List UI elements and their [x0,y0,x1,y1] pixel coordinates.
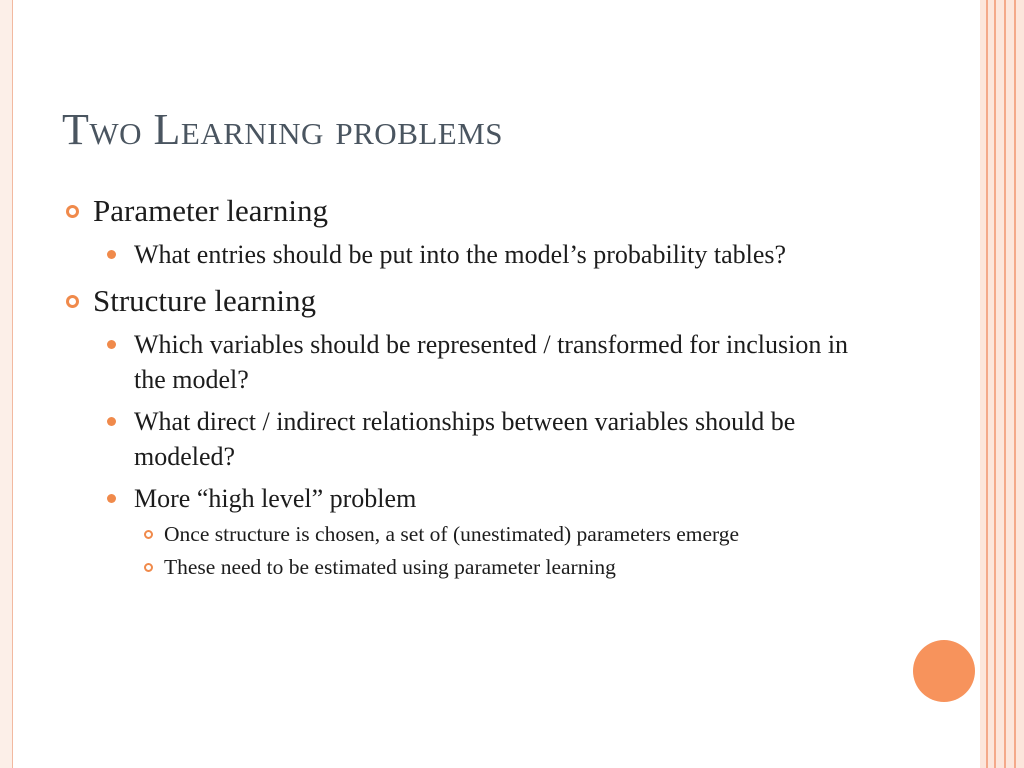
bullet-text: Structure learning [93,283,316,318]
bullet-text: Which variables should be represented / transformed for inclusion in the model? [134,330,849,394]
bullet-text: Parameter learning [93,193,328,228]
bullet-level2-item [64,481,884,516]
slide-body [64,186,884,582]
bullet-level1-item [64,192,884,230]
bullet-text: What direct / indirect relationships between variables should be modeled? [134,407,796,471]
ring-bullet-icon [66,205,79,218]
ring-bullet-icon [144,530,153,539]
bullet-text: These need to be estimated using parameter learning [164,555,616,579]
ring-bullet-icon [66,295,79,308]
bullet-text: More “high level” problem [134,484,417,513]
dot-bullet-icon [107,250,116,259]
dot-bullet-icon [107,494,116,503]
bullet-level3-item [64,552,884,582]
dot-bullet-icon [107,340,116,349]
slide-title: Two Learning problems [62,105,504,154]
ring-bullet-icon [144,563,153,572]
decorative-circle [913,640,975,702]
bullet-level3-item [64,519,884,549]
bullet-level1-item [64,282,884,320]
bullet-text: Once structure is chosen, a set of (unestimated) parameters emerge [164,522,740,546]
slide-right-border [980,0,1024,768]
bullet-level2-item [64,327,884,397]
slide-left-border [0,0,13,768]
dot-bullet-icon [107,417,116,426]
bullet-text: What entries should be put into the model’s probability tables? [134,240,787,269]
bullet-level2-item [64,237,884,272]
bullet-level2-item [64,404,884,474]
